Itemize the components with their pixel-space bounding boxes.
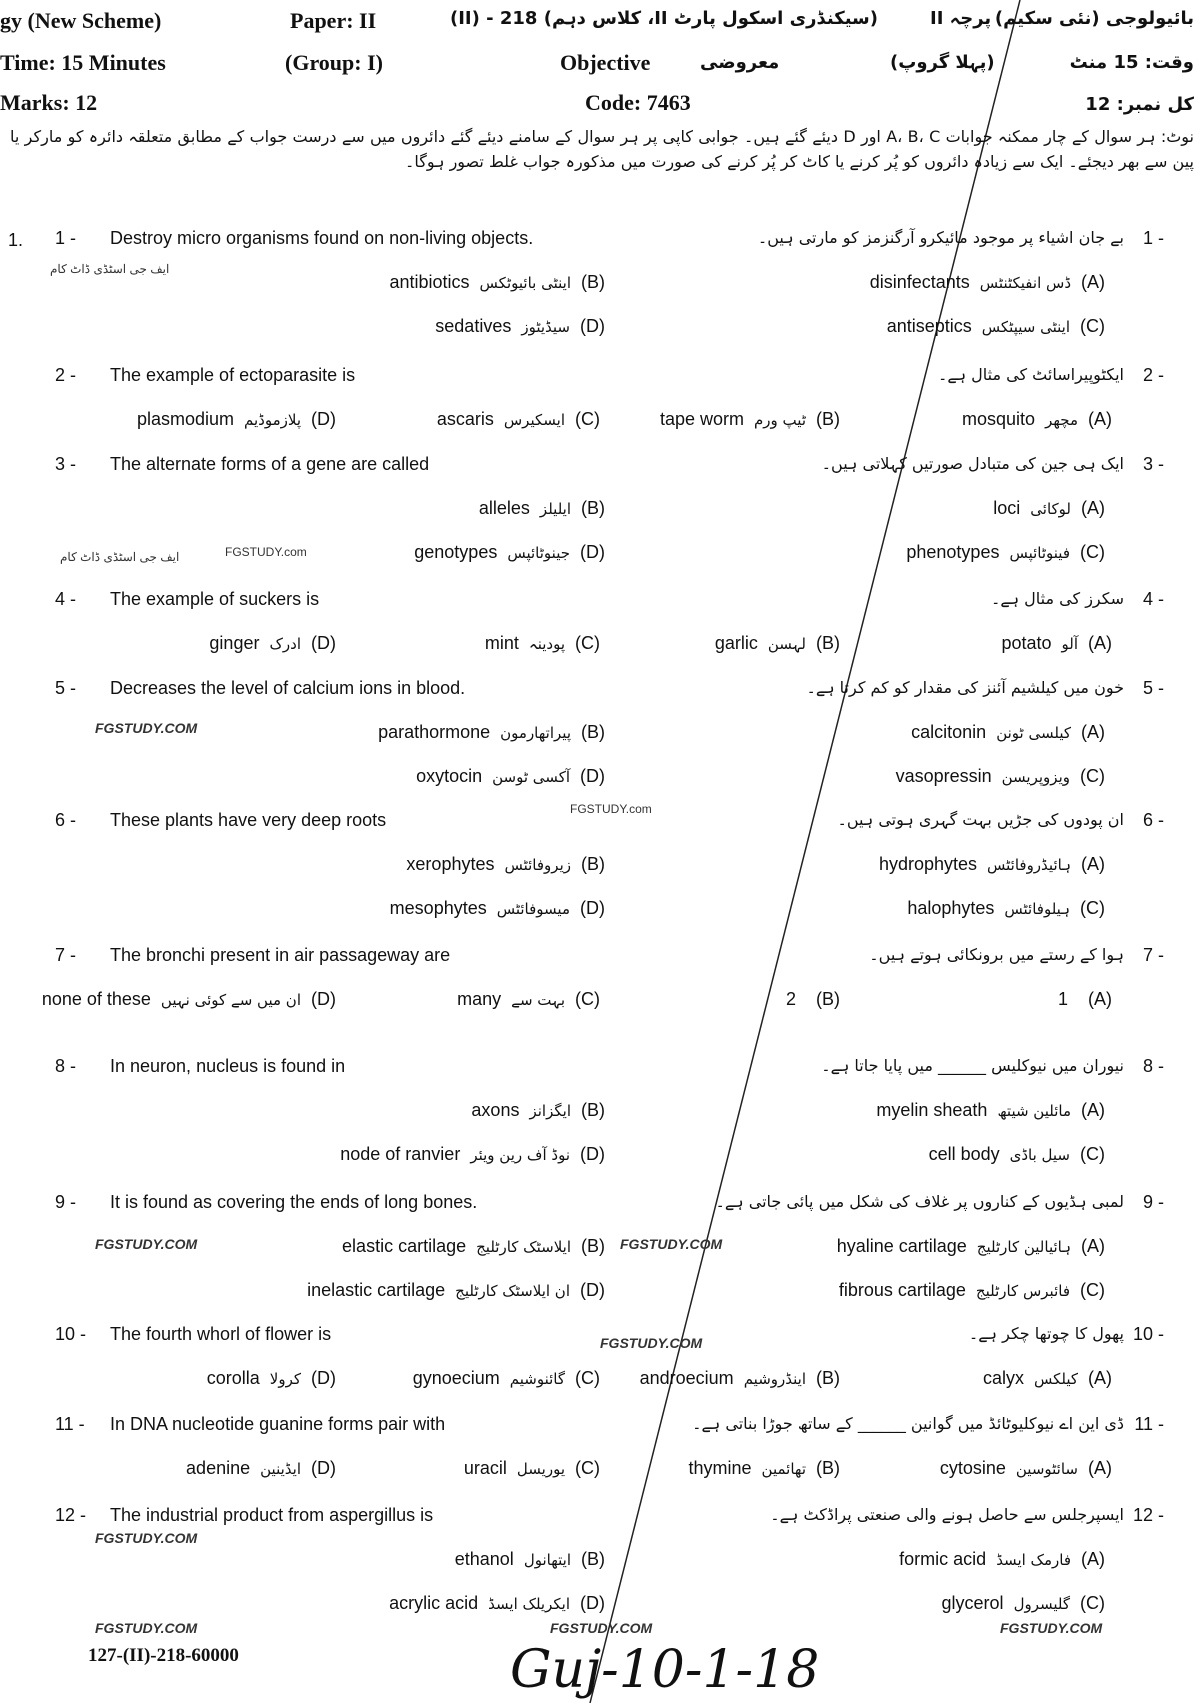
option-text-english: ethanol bbox=[454, 1549, 514, 1569]
option-text-urdu: کرولا bbox=[269, 1370, 301, 1388]
option-text-urdu: جینوٹائپس bbox=[507, 544, 570, 562]
paper-code: Code: 7463 bbox=[585, 90, 691, 115]
option-text-english: disinfectants bbox=[869, 272, 970, 292]
option-letter: (C) bbox=[1080, 898, 1105, 918]
option-text-urdu: ان میں سے کوئی نہیں bbox=[160, 991, 301, 1009]
question-text-english: The fourth whorl of flower is bbox=[110, 1324, 332, 1344]
option-b bbox=[378, 722, 605, 743]
option-letter: (A) bbox=[1081, 498, 1105, 518]
option-text-urdu: ویزوپریسن bbox=[1001, 768, 1070, 786]
watermark: FGSTUDY.com bbox=[225, 545, 307, 559]
paper-english: Paper: II bbox=[290, 8, 377, 33]
watermark: FGSTUDY.COM bbox=[550, 1620, 653, 1636]
question-number-urdu-side: 7 - bbox=[1142, 945, 1164, 965]
option-b bbox=[689, 1458, 840, 1479]
option-letter: (B) bbox=[816, 1368, 840, 1388]
question-line bbox=[0, 945, 1204, 969]
option-a bbox=[911, 722, 1105, 743]
option-text-english: adenine bbox=[186, 1458, 251, 1478]
option-text-english: tape worm bbox=[659, 409, 745, 429]
option-a bbox=[940, 1458, 1112, 1479]
option-text-urdu: میسوفائٹس bbox=[496, 900, 570, 918]
option-b bbox=[342, 1236, 605, 1257]
option-text-english: ginger bbox=[209, 633, 260, 653]
option-text-english: oxytocin bbox=[416, 766, 483, 786]
question-text-english: In DNA nucleotide guanine forms pair with bbox=[110, 1414, 446, 1434]
option-letter: (C) bbox=[575, 409, 600, 429]
option-text-urdu: گائنوشیم bbox=[509, 1370, 565, 1388]
option-b bbox=[786, 989, 840, 1010]
option-c bbox=[907, 898, 1105, 919]
option-letter: (D) bbox=[311, 1368, 336, 1388]
option-text-urdu: سیڈیٹوز bbox=[521, 318, 570, 336]
option-letter: (A) bbox=[1081, 1549, 1105, 1569]
option-text-urdu: پلازموڈیم bbox=[244, 411, 301, 429]
question-text-english: The industrial product from aspergillus is bbox=[110, 1505, 434, 1525]
watermark: ایف جی اسٹڈی ڈاٹ کام bbox=[50, 262, 170, 276]
option-letter: (A) bbox=[1081, 722, 1105, 742]
option-text-english: genotypes bbox=[414, 542, 498, 562]
option-text-english: antiseptics bbox=[886, 316, 972, 336]
option-text-english: phenotypes bbox=[906, 542, 1000, 562]
subject-english: gy (New Scheme) bbox=[0, 8, 162, 33]
question-number: 4 - bbox=[55, 589, 77, 609]
option-text-english: loci bbox=[993, 498, 1021, 518]
option-letter: (B) bbox=[816, 1458, 840, 1478]
option-text-urdu: پودینہ bbox=[528, 635, 565, 653]
option-letter: (D) bbox=[580, 1280, 605, 1300]
option-text-english: plasmodium bbox=[136, 409, 234, 429]
paper-urdu: پرچہ II bbox=[930, 8, 992, 29]
option-d bbox=[435, 316, 605, 337]
question-text-urdu: نیوران میں نیوکلیس ______ میں پایا جاتا ہے۔ bbox=[821, 1056, 1124, 1075]
question-text-english: In neuron, nucleus is found in bbox=[110, 1056, 346, 1076]
time-urdu: وقت: 15 منٹ bbox=[1069, 52, 1194, 73]
question-line bbox=[0, 1414, 1204, 1438]
option-text-english: corolla bbox=[206, 1368, 260, 1388]
option-text-english: mint bbox=[484, 633, 519, 653]
option-letter: (C) bbox=[575, 1368, 600, 1388]
question-number-urdu-side: 4 - bbox=[1142, 589, 1164, 609]
question-line bbox=[0, 589, 1204, 613]
option-a bbox=[876, 1100, 1105, 1121]
option-text-english: 2 bbox=[785, 989, 796, 1009]
question-text-urdu: ہوا کے رستے میں برونکائی ہوتے ہیں۔ bbox=[869, 945, 1124, 964]
option-letter: (A) bbox=[1088, 1458, 1112, 1478]
option-letter: (B) bbox=[581, 272, 605, 292]
option-d bbox=[42, 989, 336, 1010]
question-number-urdu-side: 11 - bbox=[1134, 1414, 1164, 1434]
question-number-urdu-side: 3 - bbox=[1142, 454, 1164, 474]
option-letter: (D) bbox=[580, 766, 605, 786]
option-text-urdu: گلیسرول bbox=[1013, 1595, 1070, 1613]
option-text-english: calyx bbox=[982, 1368, 1024, 1388]
option-letter: (A) bbox=[1081, 1236, 1105, 1256]
option-text-urdu: فینوٹائپس bbox=[1009, 544, 1070, 562]
question-text-urdu: خون میں کیلشیم آئنز کی مقدار کو کم کرتا ہے۔ bbox=[806, 678, 1124, 697]
option-text-urdu: ادرک bbox=[269, 635, 301, 653]
option-text-english: acrylic acid bbox=[389, 1593, 479, 1613]
option-text-english: myelin sheath bbox=[876, 1100, 988, 1120]
option-letter: (D) bbox=[580, 1144, 605, 1164]
option-letter: (A) bbox=[1088, 1368, 1112, 1388]
option-letter: (C) bbox=[1080, 1593, 1105, 1613]
option-d bbox=[137, 409, 336, 430]
option-letter: (A) bbox=[1081, 1100, 1105, 1120]
option-d bbox=[414, 542, 605, 563]
option-b bbox=[406, 854, 605, 875]
option-letter: (C) bbox=[1080, 316, 1105, 336]
question-line bbox=[0, 1505, 1204, 1529]
question-text-urdu: ایک ہی جین کی متبادل صورتیں کہلاتی ہیں۔ bbox=[821, 454, 1124, 473]
option-letter: (B) bbox=[581, 854, 605, 874]
option-text-english: sedatives bbox=[435, 316, 512, 336]
question-text-urdu: بے جان اشیاء پر موجود مائیکرو آرگنزمز کو مارتی ہیں۔ bbox=[757, 228, 1124, 247]
option-text-english: garlic bbox=[714, 633, 758, 653]
option-d bbox=[390, 898, 605, 919]
question-number-urdu-side: 8 - bbox=[1142, 1056, 1164, 1076]
watermark: FGSTUDY.COM bbox=[620, 1236, 723, 1252]
option-letter: (C) bbox=[1080, 1144, 1105, 1164]
question-text-english: These plants have very deep roots bbox=[110, 810, 387, 830]
option-text-english: many bbox=[457, 989, 502, 1009]
option-b bbox=[715, 633, 840, 654]
option-letter: (A) bbox=[1081, 854, 1105, 874]
group-english: (Group: I) bbox=[285, 50, 383, 75]
option-letter: (B) bbox=[581, 1236, 605, 1256]
question-number-urdu-side: 6 - bbox=[1142, 810, 1164, 830]
option-letter: (D) bbox=[311, 409, 336, 429]
option-text-english: calcitonin bbox=[911, 722, 987, 742]
watermark: FGSTUDY.COM bbox=[600, 1335, 703, 1351]
option-b bbox=[455, 1549, 605, 1570]
option-text-urdu: ہائیالین کارٹلیج bbox=[976, 1238, 1071, 1256]
option-text-english: fibrous cartilage bbox=[838, 1280, 966, 1300]
watermark: FGSTUDY.COM bbox=[95, 1236, 198, 1252]
option-text-urdu: آلو bbox=[1061, 635, 1078, 653]
option-text-english: potato bbox=[1001, 633, 1052, 653]
option-text-english: gynoecium bbox=[412, 1368, 500, 1388]
option-c bbox=[464, 1458, 600, 1479]
option-text-english: parathormone bbox=[378, 722, 491, 742]
watermark: FGSTUDY.com bbox=[570, 802, 652, 816]
subject-urdu: بائیولوجی (نئی سکیم) bbox=[994, 8, 1194, 29]
option-b bbox=[640, 1368, 840, 1389]
option-letter: (D) bbox=[580, 316, 605, 336]
option-text-urdu: کیلسی ٹونن bbox=[996, 724, 1071, 742]
option-c bbox=[839, 1280, 1105, 1301]
option-letter: (C) bbox=[575, 1458, 600, 1478]
option-c bbox=[887, 316, 1105, 337]
question-text-urdu: لمبی ہڈیوں کے کناروں پر غلاف کی شکل میں پائی جاتی ہے۔ bbox=[715, 1192, 1124, 1211]
question-number-urdu-side: 9 - bbox=[1142, 1192, 1164, 1212]
option-text-english: antibiotics bbox=[389, 272, 470, 292]
option-text-english: cell body bbox=[928, 1144, 1000, 1164]
option-c bbox=[457, 989, 600, 1010]
option-c bbox=[485, 633, 600, 654]
option-text-urdu: سیل باڈی bbox=[1009, 1146, 1070, 1164]
question-number: 7 - bbox=[55, 945, 77, 965]
option-d bbox=[340, 1144, 605, 1165]
option-text-urdu: ٹیپ ورم bbox=[754, 411, 806, 429]
option-c bbox=[437, 409, 600, 430]
question-line bbox=[0, 1192, 1204, 1216]
option-text-urdu: ایکریلک ایسڈ bbox=[488, 1595, 570, 1613]
question-text-urdu: ڈی این اے نیوکلیوٹائڈ میں گوانین ______ کے ساتھ جوڑا بناتی ہے۔ bbox=[692, 1414, 1124, 1433]
marks-english: Marks: 12 bbox=[0, 90, 98, 115]
question-number: 3 - bbox=[55, 454, 77, 474]
option-letter: (B) bbox=[816, 409, 840, 429]
option-letter: (B) bbox=[581, 1100, 605, 1120]
option-b bbox=[471, 1100, 605, 1121]
question-number-urdu-side: 5 - bbox=[1142, 678, 1164, 698]
option-letter: (C) bbox=[1080, 542, 1105, 562]
watermark: FGSTUDY.COM bbox=[95, 1530, 198, 1546]
option-text-urdu: فائبرس کارٹلیج bbox=[975, 1282, 1070, 1300]
option-text-english: alleles bbox=[478, 498, 530, 518]
question-line bbox=[0, 678, 1204, 702]
option-letter: (D) bbox=[311, 989, 336, 1009]
question-line bbox=[0, 228, 1204, 252]
option-text-urdu: آکسی ٹوسن bbox=[492, 768, 570, 786]
objective-urdu: معروضی bbox=[700, 52, 780, 73]
option-text-english: node of ranvier bbox=[340, 1144, 461, 1164]
question-text-english: The alternate forms of a gene are called bbox=[110, 454, 430, 474]
option-text-english: formic acid bbox=[899, 1549, 987, 1569]
option-letter: (C) bbox=[1080, 1280, 1105, 1300]
question-text-urdu: ایکٹوپیراسائٹ کی مثال ہے۔ bbox=[937, 365, 1124, 384]
option-letter: (B) bbox=[581, 722, 605, 742]
option-b bbox=[390, 272, 606, 293]
question-text-english: The example of ectoparasite is bbox=[110, 365, 356, 385]
option-text-urdu: ایلیلز bbox=[539, 500, 571, 518]
option-text-urdu: ان ایلاسٹک کارٹلیج bbox=[455, 1282, 570, 1300]
option-text-urdu: ایسکیرس bbox=[503, 411, 565, 429]
option-letter: (D) bbox=[311, 1458, 336, 1478]
option-d bbox=[389, 1593, 605, 1614]
option-text-english: halophytes bbox=[907, 898, 995, 918]
option-text-urdu: ہائیڈروفائٹس bbox=[987, 856, 1071, 874]
option-text-english: androecium bbox=[639, 1368, 734, 1388]
question-number: 6 - bbox=[55, 810, 77, 830]
option-text-english: cytosine bbox=[939, 1458, 1006, 1478]
option-letter: (A) bbox=[1088, 409, 1112, 429]
question-text-urdu: ایسپرجلس سے حاصل ہونے والی صنعتی پراڈکٹ ہے۔ bbox=[770, 1505, 1124, 1524]
option-text-urdu: مچھر bbox=[1045, 411, 1078, 429]
option-text-english: mesophytes bbox=[389, 898, 487, 918]
option-text-urdu: اینٹی بائیوٹکس bbox=[479, 274, 571, 292]
question-text-english: It is found as covering the ends of long bones. bbox=[110, 1192, 478, 1212]
question-line bbox=[0, 365, 1204, 389]
option-letter: (B) bbox=[816, 633, 840, 653]
option-text-urdu: لہسن bbox=[767, 635, 806, 653]
question-text-urdu: پھول کا چوتھا چکر ہے۔ bbox=[968, 1324, 1124, 1343]
watermark: ایف جی اسٹڈی ڈاٹ کام bbox=[60, 550, 180, 564]
option-text-urdu: پیراتھارمون bbox=[500, 724, 571, 742]
option-text-urdu: اینڈروشیم bbox=[743, 1370, 806, 1388]
option-text-urdu: ایڈینین bbox=[260, 1460, 301, 1478]
option-b bbox=[479, 498, 605, 519]
option-text-urdu: اینٹی سیپٹکس bbox=[981, 318, 1070, 336]
option-text-english: inelastic cartilage bbox=[307, 1280, 446, 1300]
option-c bbox=[896, 766, 1105, 787]
option-text-english: hydrophytes bbox=[878, 854, 977, 874]
question-line bbox=[0, 1056, 1204, 1080]
option-text-urdu: ایلاسٹک کارٹلیج bbox=[476, 1238, 571, 1256]
watermark: FGSTUDY.COM bbox=[1000, 1620, 1103, 1636]
question-number: 12 - bbox=[55, 1505, 87, 1525]
option-text-urdu: تھائمین bbox=[761, 1460, 806, 1478]
question-number: 8 - bbox=[55, 1056, 77, 1076]
section-number: 1. bbox=[8, 230, 24, 250]
question-number: 1 - bbox=[55, 228, 77, 248]
option-text-urdu: بہت سے bbox=[511, 991, 565, 1009]
option-letter: (B) bbox=[581, 498, 605, 518]
option-text-english: axons bbox=[471, 1100, 520, 1120]
option-text-urdu: مائلین شیتھ bbox=[997, 1102, 1071, 1120]
title-urdu: (سیکنڈری اسکول پارٹ II، کلاس دہم) 218 - (II) bbox=[450, 8, 878, 29]
marks-urdu: کل نمبر: 12 bbox=[1085, 94, 1194, 115]
option-d bbox=[307, 1280, 605, 1301]
option-text-urdu: ایگزانز bbox=[529, 1102, 571, 1120]
watermark: FGSTUDY.COM bbox=[95, 720, 198, 736]
option-text-english: vasopressin bbox=[895, 766, 992, 786]
option-a bbox=[870, 272, 1105, 293]
option-text-english: xerophytes bbox=[406, 854, 495, 874]
option-text-urdu: ہیلوفائٹس bbox=[1004, 900, 1070, 918]
option-text-english: 1 bbox=[1057, 989, 1068, 1009]
option-d bbox=[416, 766, 605, 787]
question-number-urdu-side: 12 - bbox=[1132, 1505, 1164, 1525]
option-text-english: glycerol bbox=[941, 1593, 1004, 1613]
question-text-english: Destroy micro organisms found on non-living objects. bbox=[110, 228, 534, 248]
option-letter: (D) bbox=[580, 1593, 605, 1613]
option-letter: (C) bbox=[575, 633, 600, 653]
option-letter: (A) bbox=[1088, 633, 1112, 653]
question-number: 11 - bbox=[55, 1414, 85, 1434]
option-text-urdu: سائٹوسین bbox=[1015, 1460, 1078, 1478]
option-letter: (D) bbox=[311, 633, 336, 653]
option-c bbox=[942, 1593, 1105, 1614]
option-text-urdu: کیلکس bbox=[1033, 1370, 1078, 1388]
option-d bbox=[209, 633, 336, 654]
option-text-urdu: زیروفائٹس bbox=[504, 856, 571, 874]
option-d bbox=[207, 1368, 336, 1389]
option-a bbox=[837, 1236, 1105, 1257]
question-number: 10 - bbox=[55, 1324, 87, 1344]
option-a bbox=[1058, 989, 1112, 1010]
option-c bbox=[413, 1368, 600, 1389]
instructions-note: نوٹ: ہر سوال کے چار ممکنہ جوابات A، B، C اور D دیئے گئے ہیں۔ جوابی کاپی پر ہر سوال کے سامنے دیئے گئے دائروں میں سے درست جواب کے مطابق متعلقہ دائرہ کو مارکر یا پین سے بھر دیجئے۔ ایک سے زیادہ دائروں کو پُر کرنے یا کاٹ کر پُر کرنے کی صورت میں مذکورہ جواب غلط تصور ہوگا۔ bbox=[10, 127, 1195, 171]
option-letter: (A) bbox=[1081, 272, 1105, 292]
option-c bbox=[906, 542, 1105, 563]
question-number-urdu-side: 2 - bbox=[1142, 365, 1164, 385]
question-text-urdu: ان پودوں کی جڑیں بہت گہری ہوتی ہیں۔ bbox=[837, 810, 1124, 829]
option-text-urdu: لوکائی bbox=[1030, 500, 1071, 518]
question-text-urdu: سکرز کی مثال ہے۔ bbox=[990, 589, 1124, 608]
option-b bbox=[660, 409, 840, 430]
watermark: FGSTUDY.COM bbox=[95, 1620, 198, 1636]
option-text-urdu: فارمک ایسڈ bbox=[996, 1551, 1071, 1569]
question-number: 2 - bbox=[55, 365, 77, 385]
option-a bbox=[879, 854, 1105, 875]
option-letter: (A) bbox=[1088, 989, 1112, 1009]
option-text-urdu: یوریسل bbox=[516, 1460, 565, 1478]
option-text-urdu: ڈس انفیکٹنٹس bbox=[979, 274, 1071, 292]
option-letter: (B) bbox=[816, 989, 840, 1009]
option-text-english: elastic cartilage bbox=[342, 1236, 467, 1256]
question-number: 9 - bbox=[55, 1192, 77, 1212]
group-urdu: (پہلا گروپ) bbox=[890, 52, 995, 73]
question-number: 5 - bbox=[55, 678, 77, 698]
option-text-english: ascaris bbox=[436, 409, 494, 429]
option-a bbox=[983, 1368, 1112, 1389]
option-letter: (D) bbox=[580, 898, 605, 918]
question-number-urdu-side: 1 - bbox=[1142, 228, 1164, 248]
option-text-english: hyaline cartilage bbox=[836, 1236, 967, 1256]
option-text-urdu: نوڈ آف رین ویئر bbox=[470, 1146, 570, 1164]
objective-english: Objective bbox=[560, 50, 651, 75]
option-d bbox=[186, 1458, 336, 1479]
option-letter: (B) bbox=[581, 1549, 605, 1569]
option-text-english: mosquito bbox=[962, 409, 1036, 429]
option-text-urdu: ایتھانول bbox=[523, 1551, 571, 1569]
question-text-english: Decreases the level of calcium ions in blood. bbox=[110, 678, 466, 698]
handwritten-note: Guj-10-1-18 bbox=[510, 1640, 820, 1700]
option-a bbox=[962, 409, 1112, 430]
question-text-english: The bronchi present in air passageway are bbox=[110, 945, 451, 965]
option-letter: (C) bbox=[575, 989, 600, 1009]
option-a bbox=[1001, 633, 1112, 654]
question-number-urdu-side: 10 - bbox=[1132, 1324, 1164, 1344]
option-text-english: thymine bbox=[688, 1458, 752, 1478]
footer-code: 127-(II)-218-60000 bbox=[88, 1645, 239, 1666]
question-line bbox=[0, 454, 1204, 478]
time-english: Time: 15 Minutes bbox=[0, 50, 166, 75]
option-text-english: none of these bbox=[41, 989, 151, 1009]
option-letter: (C) bbox=[1080, 766, 1105, 786]
option-a bbox=[899, 1549, 1105, 1570]
question-text-english: The example of suckers is bbox=[110, 589, 320, 609]
option-c bbox=[929, 1144, 1105, 1165]
option-letter: (D) bbox=[580, 542, 605, 562]
option-text-english: uracil bbox=[463, 1458, 507, 1478]
option-a bbox=[993, 498, 1105, 519]
